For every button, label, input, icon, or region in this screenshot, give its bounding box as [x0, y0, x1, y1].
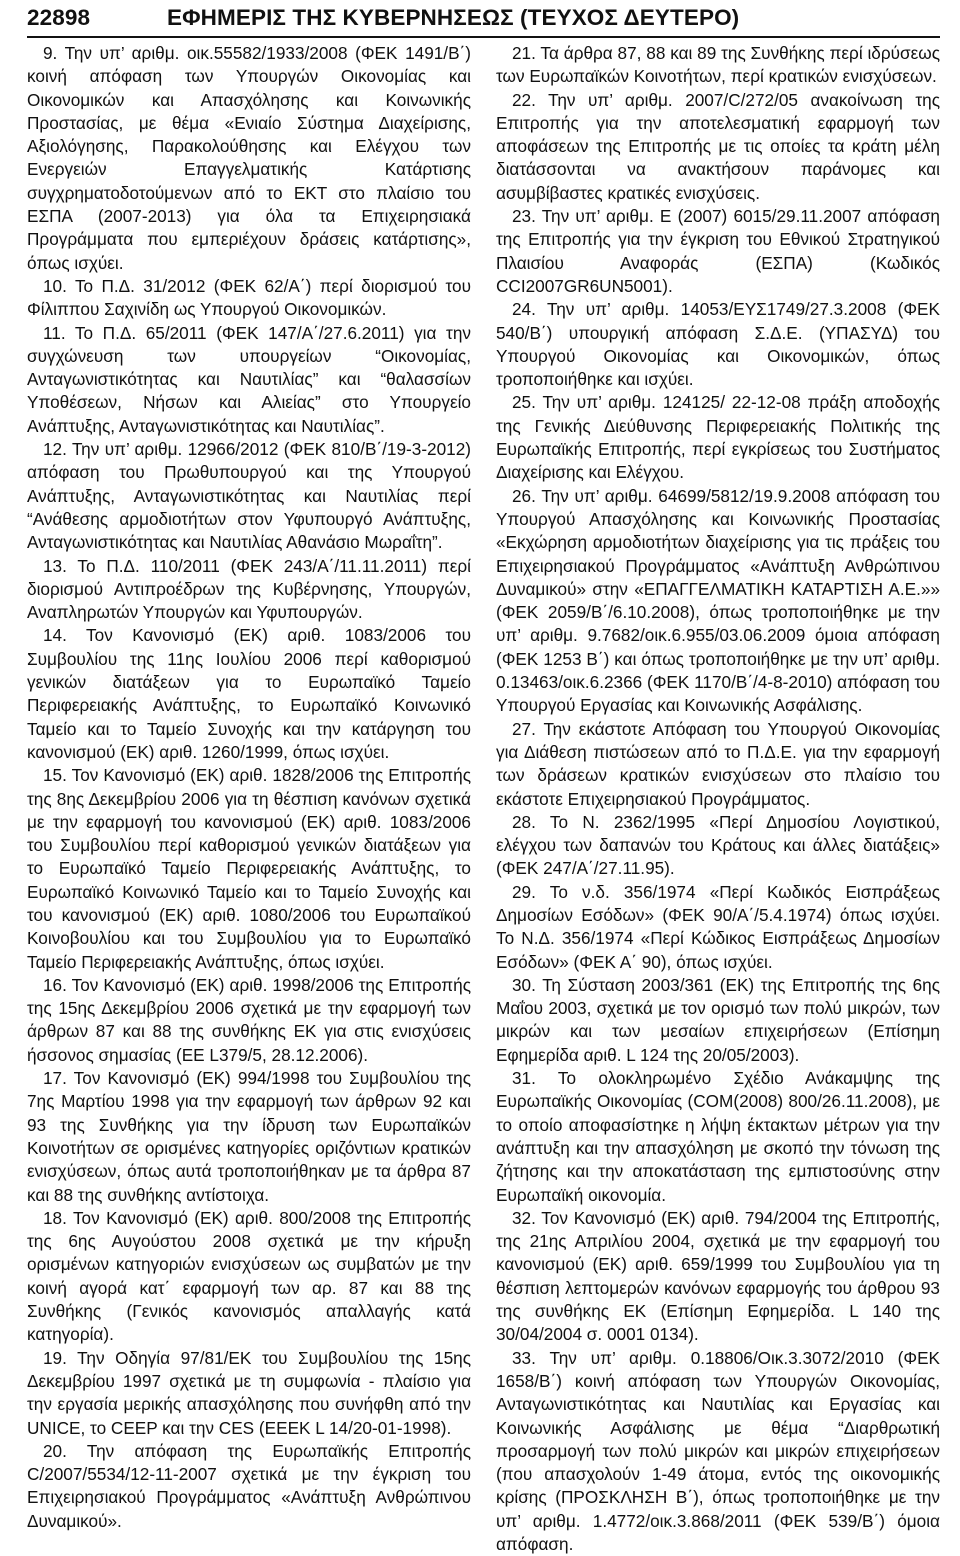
clause-paragraph: 11. Το Π.Δ. 65/2011 (ΦΕΚ 147/Α΄/27.6.2011) για την συγχώνευση των υπουργείων “Οικονομίας, Ανταγωνιστικότητας και Ναυτιλίας” και “θαλασσίων Υποθέσεων, Νήσων και Αλιείας” στο Υπουργείο Ανάπτυξης, Ανταγωνιστικότητας και Ναυτιλίας”.	[27, 322, 471, 436]
clause-paragraph: 16. Τον Κανονισμό (ΕΚ) αριθ. 1998/2006 της Επιτροπής της 15ης Δεκεμβρίου 2006 σχετικά με την εφαρμογή των άρθρων 87 και 88 της συνθήκης ΕΚ για στις ενισχύσεις ήσσονος σημασίας (ΕΕ L379/5, 28.12.2006).	[27, 974, 471, 1065]
clause-paragraph: 17. Τον Κανονισμό (ΕΚ) 994/1998 του Συμβουλίου της 7ης Μαρτίου 1998 για την εφαρμογή των άρθρων 92 και 93 της Συνθήκης για την ίδρυση των Ευρωπαϊκών Κοινοτήτων σε ορισμένες κατηγορίες οριζόντιων κρατικών ενισχύσεων, όπως αυτά τροποποιήθηκαν με τα άρθρα 87 και 88 της συνθήκης αντίστοιχα.	[27, 1068, 471, 1205]
page-header	[27, 0, 940, 36]
clause-paragraph: 13. Το Π.Δ. 110/2011 (ΦΕΚ 243/Α΄/11.11.2011) περί διορισμού Αντιπροέδρων της Κυβέρνησης, Υπουργών, Αναπληρωτών Υπουργών και Υφυπουργών.	[27, 555, 471, 623]
clause-paragraph: 25. Την υπ’ αριθμ. 124125/ 22-12-08 πράξη αποδοχής της Γενικής Διεύθυνσης Περιφερειακής Πολιτικής της Ευρωπαϊκής Επιτροπής, περί εγκρίσεως του Συστήματος Διαχείρισης και Ελέγχου.	[496, 392, 940, 483]
clause-paragraph: 33. Την υπ’ αριθμ. 0.18806/Οικ.3.3072/2010 (ΦΕΚ 1658/Β΄) κοινή απόφαση των Υπουργών Οικονομίας, Ανταγωνιστικότητας και Ναυτιλίας και Εργασίας και Κοινωνικής Ασφάλισης με θέμα “Διαρθρωτική προσαρμογή των πολύ μικρών και μικρών επιχειρήσεων (που απασχολούν 1-49 άτομα, εντός της οικονομικής κρίσης (ΠΡΟΣΚΛΗΣΗ Β΄), όπως τροποποιήθηκε με την υπ’ αριθμ. 1.4772/οικ.3.868/2011 (ΦΕΚ 539/Β΄) όμοια απόφαση.	[496, 1347, 940, 1554]
clause-paragraph: 26. Την υπ’ αριθμ. 64699/5812/19.9.2008 απόφαση του Υπουργού Απασχόλησης και Κοινωνικής Προστασίας «Εκχώρηση αρμοδιοτήτων διαχείρισης για τις πράξεις του Επιχειρησιακού Προγράμματος «Ανάπτυξη Ανθρώπινου Δυναμικού» στην «ΕΠΑΓΓΕΛΜΑΤΙΚΗ ΚΑΤΑΡΤΙΣΗ Α.Ε.»» (ΦΕΚ 2059/Β΄/6.10.2008), όπως τροποποιήθηκε με την υπ’ αριθμ. 9.7682/οικ.6.955/03.06.2009 όμοια απόφαση (ΦΕΚ 1253 Β΄) και όπως τροποποιήθηκε με την υπ’ αριθμ. 0.13463/οικ.6.2366 (ΦΕΚ 1170/Β΄/4-8-2010) απόφαση του Υπουργού Εργασίας και Κοινωνικής Ασφάλισης.	[496, 485, 941, 716]
clause-paragraph: 27. Την εκάστοτε Απόφαση του Υπουργού Οικονομίας για Διάθεση πιστώσεων από το Π.Δ.Ε. για την εφαρμογή των δράσεων κρατικών ενισχύσεων στο πλαίσιο του εκάστοτε Επιχειρησιακού Προγράμματος.	[496, 718, 940, 809]
clause-paragraph: 30. Τη Σύσταση 2003/361 (ΕΚ) της Επιτροπής της 6ης Μαΐου 2003, σχετικά με τον ορισμό των πολύ μικρών, των μικρών και των μεσαίων επιχειρήσεων (Επίσημη Εφημερίδα αριθ. L 124 της 20/05/2003).	[496, 974, 940, 1065]
clause-paragraph: 20. Την απόφαση της Ευρωπαϊκής Επιτροπής C/2007/5534/12-11-2007 σχετικά με την έγκριση του Επιχειρησιακού Προγράμματος «Ανάπτυξη Ανθρώπινου Δυναμικού».	[27, 1440, 471, 1531]
clause-paragraph: 31. Το ολοκληρωμένο Σχέδιο Ανάκαμψης της Ευρωπαϊκής Οικονομίας (COM(2008) 800/26.11.2008), με το οποίο αποφασίστηκε η λήψη έκτακτων μέτρων για την ανάπτυξη και την απασχόληση με σκοπό την τόνωση της ζήτησης και την αποκατάσταση της εμπιστοσύνης στην Ευρωπαϊκή οικονομία.	[496, 1068, 940, 1205]
gazette-title: ΕΦΗΜΕΡΙΣ ΤΗΣ ΚΥΒΕΡΝΗΣΕΩΣ (ΤΕΥΧΟΣ ΔΕΥΤΕΡΟ)	[167, 5, 740, 30]
clause-paragraph: 22. Την υπ’ αριθμ. 2007/C/272/05 ανακοίνωση της Επιτροπής για την αποτελεσματική εφαρμογή των αποφάσεων της Επιτροπής με τις οποίες τα κράτη μέλη διατάσσονται να ανακτήσουν παράνομες και ασυμβίβαστες κρατικές ενισχύσεις.	[496, 89, 940, 203]
clause-paragraph: 10. Το Π.Δ. 31/2012 (ΦΕΚ 62/Α΄) περί διορισμού του Φίλιππου Σαχινίδη ως Υπουργού Οικονομικών.	[27, 275, 471, 320]
body-columns	[27, 42, 940, 1556]
page-number: 22898	[27, 5, 91, 30]
clause-paragraph: 14. Τον Κανονισμό (ΕΚ) αριθ. 1083/2006 του Συμβουλίου της 11ης Ιουλίου 2006 περί καθορισμού γενικών διατάξεων για το Ευρωπαϊκό Ταμείο Περιφερειακής Ανάπτυξης, το Ευρωπαϊκό Κοινωνικό Ταμείο και το Ταμείο Συνοχής και την κατάργηση του κανονισμού (ΕΚ) αριθ. 1260/1999, όπως ισχύει.	[27, 625, 471, 762]
clause-paragraph: 32. Τον Κανονισμό (ΕΚ) αριθ. 794/2004 της Επιτροπής, της 21ης Απριλίου 2004, σχετικά με την εφαρμογή του κανονισμού (ΕΚ) αριθ. 659/1999 του Συμβουλίου για τη θέσπιση λεπτομερών κανόνων εφαρμογής του άρθρου 93 της συνθήκης ΕΚ (Επίσημη Εφημερίδα. L 140 της 30/04/2004 σ. 0001 0134).	[496, 1207, 940, 1345]
clause-paragraph: 12. Την υπ’ αριθμ. 12966/2012 (ΦΕΚ 810/Β΄/19-3-2012) απόφαση του Πρωθυπουργού και της Υπουργού Ανάπτυξης, Ανταγωνιστικότητας και Ναυτιλίας περί “Ανάθεσης αρμοδιοτήτων στον Υφυπουργό Ανάπτυξης, Ανταγωνιστικότητας και Ναυτιλίας Αθανάσιο Μωραΐτη”.	[27, 439, 471, 553]
clause-paragraph: 23. Την υπ’ αριθμ. Ε (2007) 6015/29.11.2007 απόφαση της Επιτροπής για την έγκριση του Εθνικού Στρατηγικού Πλαισίου Αναφοράς (ΕΣΠΑ) (Κωδικός CCI2007GR6UN5001).	[496, 206, 940, 296]
clause-paragraph: 21. Τα άρθρα 87, 88 και 89 της Συνθήκης περί ιδρύσεως των Ευρωπαϊκών Κοινοτήτων, περί κρατικών ενισχύσεων.	[496, 43, 940, 87]
clause-paragraph: 19. Την Οδηγία 97/81/ΕΚ του Συμβουλίου της 15ης Δεκεμβρίου 1997 σχετικά με τη συμφωνία - πλαίσιο για την εργασία μερικής απασχόλησης που συνήφθη από την UNICE, το CEEP και την CES (ΕΕΕΚ L 14/20-01-1998).	[27, 1347, 471, 1438]
clause-paragraph: 9. Την υπ’ αριθμ. οικ.55582/1933/2008 (ΦΕΚ 1491/Β΄) κοινή απόφαση των Υπουργών Οικονομίας και Οικονομικών και Απασχόλησης και Κοινωνικής Προστασίας, με θέμα «Ενιαίο Σύστημα Διαχείρισης, Αξιολόγησης, Παρακολούθησης και Ελέγχου των Ενεργειών Επαγγελματικής Κατάρτισης συγχρηματοδοτούμενων από το ΕΚΤ στο πλαίσιο του ΕΣΠΑ (2007-2013) για όλα τα Επιχειρησιακά Προγράμματα που εμπεριέχουν δράσεις κατάρτισης», όπως ισχύει.	[27, 43, 471, 273]
left-column	[27, 42, 471, 1556]
clause-paragraph: 28. Το Ν. 2362/1995 «Περί Δημοσίου Λογιστικού, ελέγχου των δαπανών του Κράτους και άλλες διατάξεις» (ΦΕΚ 247/Α΄/27.11.95).	[496, 811, 940, 879]
clause-paragraph: 24. Την υπ’ αριθμ. 14053/ΕΥΣ1749/27.3.2008 (ΦΕΚ 540/Β΄) υπουργική απόφαση Σ.Δ.Ε. (ΥΠΑΣΥΔ) του Υπουργού Οικονομίας και Οικονομικών, όπως τροποποιήθηκε και ισχύει.	[496, 299, 940, 390]
clause-paragraph: 15. Τον Κανονισμό (ΕΚ) αριθ. 1828/2006 της Επιτροπής της 8ης Δεκεμβρίου 2006 για τη θέσπιση κανόνων σχετικά με την εφαρμογή του κανονισμού (ΕΚ) αριθ. 1083/2006 του Συμβουλίου περί καθορισμού γενικών διατάξεων για το Ευρωπαϊκό Ταμείο Περιφερειακής Ανάπτυξης, το Ευρωπαϊκό Κοινωνικό Ταμείο και το Ταμείο Συνοχής και του κανονισμού (ΕΚ) αριθ. 1080/2006 του Ευρωπαϊκού Κοινοβουλίου και του Συμβουλίου για το Ευρωπαϊκό Ταμείο Περιφερειακής Ανάπτυξης, όπως ισχύει.	[27, 765, 471, 972]
right-column	[496, 42, 940, 1556]
clause-paragraph: 29. Το ν.δ. 356/1974 «Περί Κωδικός Εισπράξεως Δημοσίων Εσόδων» (ΦΕΚ 90/Α΄/5.4.1974) όπως ισχύει. Το Ν.Δ. 356/1974 «Περί Κώδικος Εισπράξεως Δημοσίων Εσόδων» (ΦΕΚ Α΄ 90), όπως ισχύει.	[496, 881, 940, 972]
header-rule	[27, 36, 940, 38]
clause-paragraph: 18. Τον Κανονισμό (ΕΚ) αριθ. 800/2008 της Επιτροπής της 6ης Αυγούστου 2008 σχετικά με την κήρυξη ορισμένων κατηγοριών ενισχύσεων ως συμβατών με την κοινή αγορά κατ΄ εφαρμογή των αρ. 87 και 88 της Συνθήκης (Γενικός κανονισμός απαλλαγής κατά κατηγορία).	[27, 1207, 471, 1345]
